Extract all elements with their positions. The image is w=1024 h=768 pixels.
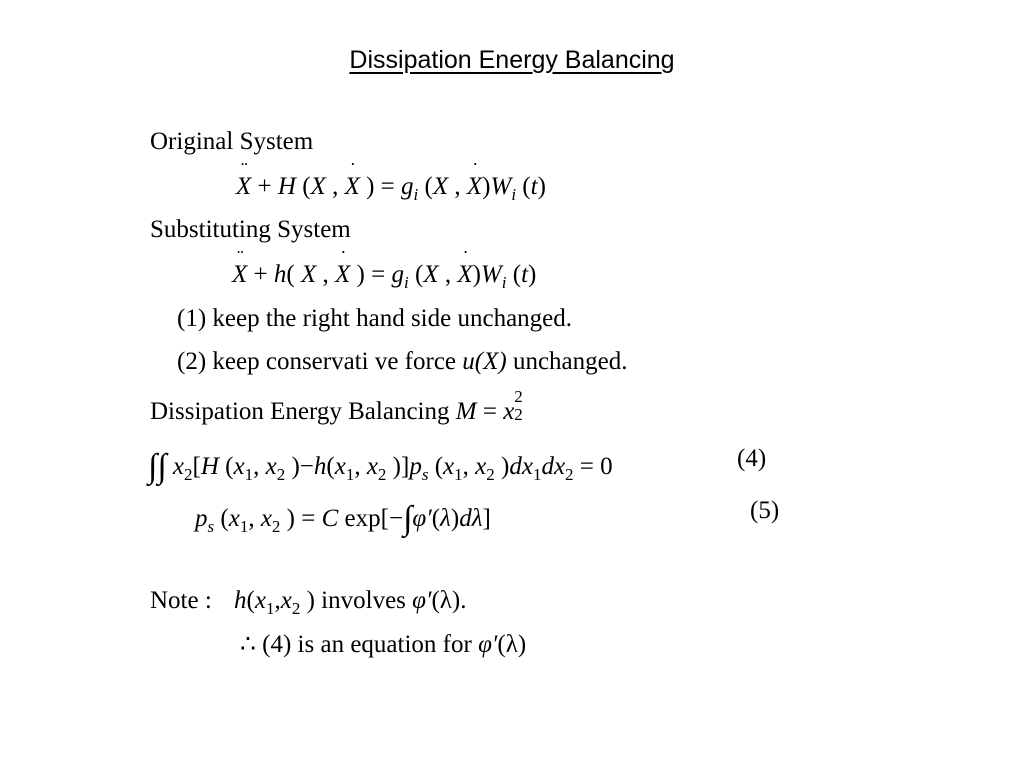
- eq4-x: x: [172, 453, 184, 480]
- equation-4: [148, 445, 613, 485]
- eq2-close2: ): [472, 261, 481, 288]
- eq4-x1: x: [233, 453, 245, 480]
- equation-5: [195, 497, 491, 537]
- eq4-equals: =: [579, 453, 594, 480]
- eq4-dx2-sub: 2: [565, 465, 574, 484]
- eq4-x2-c: x: [475, 453, 487, 480]
- eq5-p-sub: s: [207, 517, 215, 536]
- eq1-x4dot: ˙ X: [467, 173, 482, 201]
- balancing-x-sup: 2: [514, 387, 523, 406]
- note-lambda-expr2: (λ): [497, 631, 527, 658]
- eq1-close: ): [366, 173, 375, 200]
- eq2-x3: X: [423, 261, 439, 288]
- eq1-x: X: [310, 173, 326, 200]
- eq5-lambda-open: (: [431, 505, 441, 532]
- note-phi2: φ′: [478, 631, 498, 658]
- condition-2-pre: (2) keep conservati ve force: [177, 348, 463, 375]
- eq2-plus: +: [253, 261, 268, 288]
- eq4-x2b-sub: 2: [377, 465, 387, 484]
- note-h: h: [234, 587, 247, 614]
- eq2-x: X: [300, 261, 317, 288]
- eq1-t-close: ): [537, 173, 546, 200]
- eq4-x-sub: 2: [184, 465, 193, 484]
- eq4-comma-3: ,: [462, 453, 469, 480]
- condition-1: (1) keep the right hand side unchanged.: [177, 305, 573, 332]
- eq1-xddot: ¨ X: [236, 173, 251, 201]
- eq1-w-sub: i: [511, 185, 517, 204]
- eq4-paren-close: ): [291, 453, 300, 480]
- note-line-2: [240, 629, 526, 659]
- note-x2: x: [280, 587, 292, 614]
- eq4-dx1-sub: 1: [532, 465, 542, 484]
- equation-5-number: (5): [750, 497, 780, 524]
- eq5-lambda: λ: [440, 505, 451, 532]
- eq5-close: ]: [482, 505, 491, 532]
- eq5-x2: x: [260, 505, 272, 532]
- eq2-xdot: ˙ X: [335, 261, 350, 289]
- eq5-x2-sub: 2: [271, 517, 281, 536]
- eq5-C: C: [321, 505, 339, 532]
- note-x1-sub: 1: [265, 599, 275, 618]
- eq2-t-open: (: [512, 261, 522, 288]
- eq5-comma: ,: [248, 505, 255, 532]
- eq4-x1b-sub: 1: [345, 465, 355, 484]
- eq1-open2: (: [424, 173, 433, 200]
- eq4-x1-c: x: [443, 453, 455, 480]
- eq2-comma2: ,: [444, 261, 452, 288]
- balancing-x-scripts: [514, 387, 536, 424]
- balancing-M: M: [455, 398, 477, 425]
- eq4-x1-sub: 1: [244, 465, 254, 484]
- eq1-t-open: (: [522, 173, 531, 200]
- eq2-t-close: ): [528, 261, 537, 288]
- condition-2-post: unchanged.: [506, 348, 628, 375]
- eq5-equals: =: [301, 505, 316, 532]
- note-paren-open: (: [246, 587, 255, 614]
- eq4-minus: −: [299, 453, 314, 480]
- balancing-x-sub: 2: [514, 405, 523, 424]
- balancing-label: Dissipation Energy Balancing: [150, 398, 456, 425]
- eq2-open: (: [286, 261, 295, 288]
- eq5-paren-close: ): [286, 505, 295, 532]
- eq1-equals: =: [380, 173, 395, 200]
- eq2-equals: =: [371, 261, 386, 288]
- eq1-close2: ): [482, 173, 491, 200]
- eq5-phi: φ′: [412, 505, 432, 532]
- eq5-lambda-close: ): [450, 505, 460, 532]
- eq1-comma: ,: [332, 173, 339, 200]
- eq4-paren-open: (: [225, 453, 234, 480]
- eq5-d: d: [459, 505, 472, 532]
- eq5-x1: x: [228, 505, 240, 532]
- note-line-1: [150, 587, 466, 619]
- eq4-x2-sub: 2: [276, 465, 286, 484]
- eq1-g-sub: i: [413, 185, 419, 204]
- eq4-p: p: [409, 453, 422, 480]
- eq2-close: ): [356, 261, 365, 288]
- note-therefore: ∴ (4) is an equation for: [240, 631, 479, 658]
- eq4-dx2: dx: [541, 453, 566, 480]
- eq5-paren-open: (: [220, 505, 229, 532]
- eq4-comma: ,: [253, 453, 260, 480]
- eq4-x1-b: x: [334, 453, 346, 480]
- eq5-lambda2: λ: [471, 505, 483, 532]
- eq4-bracket-close: )]: [392, 453, 410, 480]
- eq2-comma: ,: [322, 261, 329, 288]
- balancing-line: [150, 387, 536, 426]
- eq1-g: g: [401, 173, 414, 200]
- eq4-dx1: dx: [509, 453, 533, 480]
- eq2-t: t: [521, 261, 529, 288]
- eq2-w-sub: i: [501, 273, 507, 292]
- eq5-p: p: [195, 505, 208, 532]
- balancing-x: x: [503, 398, 515, 425]
- eq4-x2: x: [265, 453, 277, 480]
- substituting-system-label: Substituting System: [150, 216, 351, 243]
- eq4-x2c-sub: 2: [486, 465, 495, 484]
- original-system-equation: [236, 173, 546, 205]
- eq2-g-sub: i: [403, 273, 409, 292]
- eq1-open: (: [302, 173, 311, 200]
- note-label: Note :: [150, 587, 212, 614]
- eq5-exp: exp[−: [338, 505, 404, 532]
- equation-4-number: (4): [737, 445, 767, 472]
- eq4-double-integral: ∫∫: [148, 448, 167, 485]
- eq1-comma2: ,: [454, 173, 461, 200]
- eq4-paren-open-3: (: [434, 453, 444, 480]
- eq4-p-sub: s: [421, 465, 429, 484]
- eq4-h: h: [313, 453, 327, 480]
- eq2-W: W: [480, 261, 502, 288]
- slide-title: Dissipation Energy Balancing: [349, 46, 675, 74]
- eq4-x1c-sub: 1: [454, 465, 463, 484]
- eq4-H: H: [200, 453, 219, 480]
- eq4-x2-b: x: [366, 453, 378, 480]
- eq1-t: t: [530, 173, 538, 200]
- original-system-label: Original System: [150, 128, 314, 155]
- note-x2-sub: 2: [291, 599, 301, 618]
- eq2-open2: (: [414, 261, 424, 288]
- eq2-g: g: [391, 261, 404, 288]
- note-phi: φ′: [412, 587, 432, 614]
- eq1-plus: +: [257, 173, 272, 200]
- condition-2-var: u(X): [462, 348, 507, 375]
- substituting-system-equation: [232, 261, 536, 293]
- eq1-xdot: ˙ X: [345, 173, 360, 201]
- eq4-paren-close-3: ): [501, 453, 510, 480]
- note-x1: x: [254, 587, 266, 614]
- eq1-x3: X: [432, 173, 449, 200]
- eq1-W: W: [490, 173, 512, 200]
- note-involves: involves: [314, 587, 413, 614]
- eq4-comma-2: ,: [354, 453, 361, 480]
- eq2-h: h: [273, 261, 287, 288]
- balancing-eq: =: [482, 398, 497, 425]
- eq4-zero: 0: [600, 453, 613, 480]
- note-lambda-expr: (λ).: [431, 587, 467, 614]
- eq5-integral: ∫: [403, 500, 413, 537]
- note-paren-close: ): [306, 587, 315, 614]
- eq1-H: H: [277, 173, 296, 200]
- eq4-paren-open-2: (: [326, 453, 335, 480]
- note-comma: ,: [274, 587, 281, 614]
- condition-2: [177, 348, 628, 376]
- eq2-x4dot: ˙ X: [457, 261, 472, 289]
- eq4-bracket-open: [: [192, 453, 201, 480]
- eq5-x1-sub: 1: [239, 517, 249, 536]
- eq2-xddot: ¨ X: [232, 261, 247, 289]
